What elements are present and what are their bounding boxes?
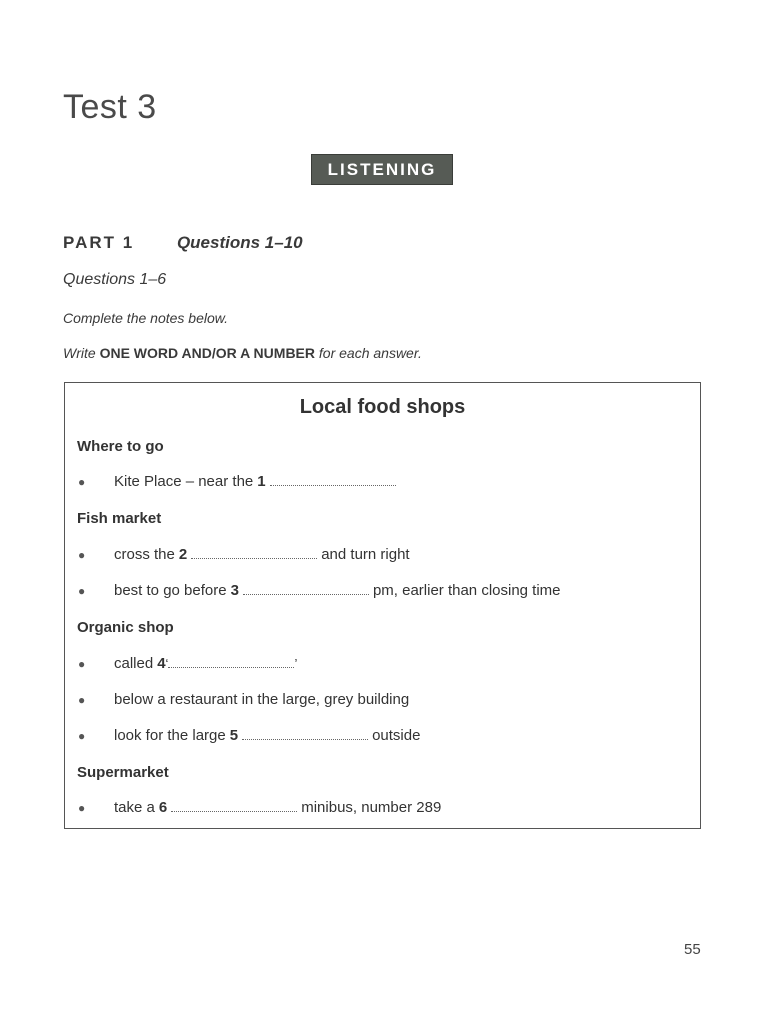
question-number: 1 (257, 473, 266, 490)
test-title: Test 3 (63, 88, 157, 126)
answer-blank-2[interactable] (191, 548, 317, 559)
answer-blank-1[interactable] (270, 475, 396, 486)
question-number: 3 (230, 582, 239, 599)
bullet-icon: ● (78, 729, 86, 743)
instruction-write-suffix: for each answer. (315, 345, 422, 361)
item-text: called (114, 655, 154, 672)
bullet-icon: ● (78, 475, 86, 489)
item-text-after: minibus, number 289 (301, 799, 442, 816)
notes-title: Local food shops (299, 396, 466, 418)
note-item (77, 546, 410, 563)
question-number: 4 (157, 655, 166, 672)
part-heading (63, 233, 303, 253)
instruction-write (63, 345, 422, 361)
item-text: look for the large (114, 727, 226, 744)
section-heading-where-to-go: Where to go (77, 438, 164, 455)
instruction-write-prefix: Write (63, 345, 100, 361)
sub-questions-label: Questions 1–6 (63, 271, 167, 288)
quote-open: ‘ (165, 656, 169, 671)
part-label: PART 1 (63, 233, 135, 252)
item-text-after: pm, earlier than closing time (372, 582, 561, 599)
note-item (77, 727, 420, 744)
bullet-icon: ● (78, 801, 86, 815)
bullet-icon: ● (78, 584, 86, 598)
answer-blank-5[interactable] (242, 729, 368, 740)
answer-blank-4[interactable] (168, 657, 294, 668)
quote-close: ’ (294, 656, 298, 671)
note-item (77, 691, 409, 708)
section-heading-supermarket: Supermarket (77, 764, 169, 781)
section-heading-fish-market: Fish market (77, 510, 162, 527)
question-number: 6 (158, 799, 168, 816)
instruction-complete: Complete the notes below. (63, 310, 228, 326)
note-item (77, 655, 297, 672)
answer-blank-3[interactable] (243, 584, 369, 595)
item-text-after: outside (372, 727, 421, 744)
note-item (77, 582, 561, 599)
instruction-write-bold: ONE WORD AND/OR A NUMBER (99, 345, 315, 361)
part-questions: Questions 1–10 (176, 233, 303, 252)
notes-box (64, 382, 701, 829)
section-badge (311, 154, 453, 185)
question-number: 2 (178, 546, 188, 563)
note-item (77, 473, 400, 490)
bullet-icon: ● (78, 657, 86, 671)
bullet-icon: ● (78, 693, 86, 707)
item-text: best to go before (114, 582, 227, 599)
section-label: LISTENING (327, 159, 437, 179)
item-text-after: and turn right (321, 546, 410, 563)
answer-blank-6[interactable] (171, 801, 297, 812)
question-number: 5 (229, 727, 239, 744)
item-text: cross the (114, 546, 175, 563)
section-heading-organic-shop: Organic shop (77, 619, 174, 636)
item-text: below a restaurant in the large, grey building (114, 691, 410, 708)
item-text: Kite Place – near the (114, 473, 254, 490)
page-number: 55 (684, 941, 701, 958)
bullet-icon: ● (78, 548, 86, 562)
note-item (77, 799, 441, 816)
item-text: take a (114, 799, 155, 816)
